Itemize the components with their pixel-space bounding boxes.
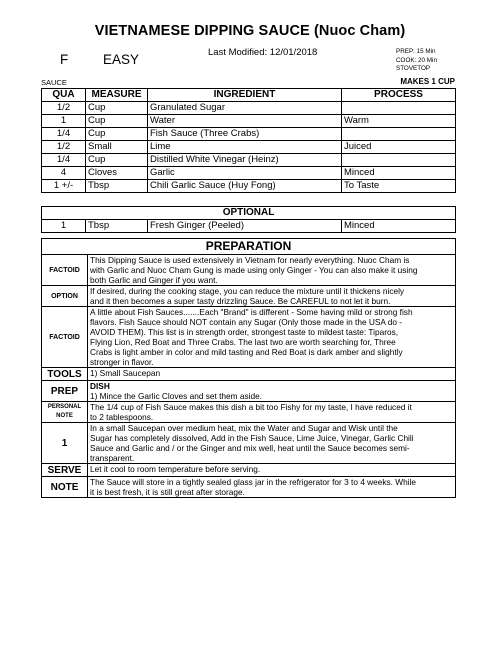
quantity-cell: 1/2 <box>42 102 86 115</box>
text-line: 1) Small Saucepan <box>90 368 161 378</box>
ingredient-cell: Fish Sauce (Three Crabs) <box>148 128 342 141</box>
text-line: Let it cool to room temperature before serving. <box>90 464 261 474</box>
measure-cell: Cup <box>86 102 148 115</box>
measure-cell: Small <box>86 141 148 154</box>
prep-text <box>88 402 456 423</box>
prep-text <box>88 255 456 286</box>
yield-label: MAKES 1 CUP <box>400 77 455 86</box>
ingredient-cell: Distilled White Vinegar (Heinz) <box>148 154 342 167</box>
quantity-cell: 1/4 <box>42 154 86 167</box>
prep-label: PREP <box>42 381 88 402</box>
quantity-cell: 4 <box>42 167 86 180</box>
prep-row <box>42 477 456 498</box>
text-line: DISH <box>90 381 110 391</box>
text-line: flavors. Fish Sauce should NOT contain any Sugar (Only those made in the USA do - <box>90 317 403 327</box>
preparation-heading: PREPARATION <box>42 239 456 255</box>
process-cell: To Taste <box>342 180 456 193</box>
text-line: 1) Mince the Garlic Cloves and set them aside. <box>90 391 263 401</box>
process-cell <box>342 102 456 115</box>
prep-text <box>88 286 456 307</box>
recipe-title: VIETNAMESE DIPPING SAUCE (Nuoc Cham) <box>94 23 406 39</box>
process-cell <box>342 128 456 141</box>
prep-label: PERSONAL NOTE <box>42 402 88 423</box>
process-cell <box>342 154 456 167</box>
ingredient-cell: Fresh Ginger (Peeled) <box>148 220 342 233</box>
table-row <box>42 167 456 180</box>
prep-label: OPTION <box>42 286 88 307</box>
time-info <box>396 48 437 74</box>
prep-label: 1 <box>42 423 88 464</box>
text-line: to 2 tablespoons. <box>90 412 154 422</box>
prep-text <box>88 368 456 381</box>
text-line: and it then becomes a super tasty drizzling Sauce. Be CAREFUL to not let it burn. <box>90 296 391 306</box>
table-row <box>42 128 456 141</box>
quantity-cell: 1 <box>42 220 86 233</box>
ingredient-cell: Granulated Sugar <box>148 102 342 115</box>
process-cell: Juiced <box>342 141 456 154</box>
optional-heading: OPTIONAL <box>42 207 456 220</box>
text-line: If desired, during the cooking stage, you can reduce the mixture until it thickens nicely <box>90 286 405 296</box>
text-line: The 1/4 cup of Fish Sauce makes this dish a bit too Fishy for my taste, I have reduced it <box>90 402 412 412</box>
prep-row <box>42 402 456 423</box>
ingredients-table <box>41 88 456 193</box>
text-line: Sugar has completely dissolved, Add in the Fish Sauce, Lime Juice, Vinegar, Garlic Chili <box>90 433 414 443</box>
table-row <box>42 102 456 115</box>
process-cell: Minced <box>342 220 456 233</box>
text-line: A little about Fish Sauces.......Each "Brand" is different - Some having mild or strong fish <box>90 307 413 317</box>
prep-label: FACTOID <box>42 307 88 368</box>
prep-text <box>88 477 456 498</box>
ingredient-cell: Garlic <box>148 167 342 180</box>
measure-cell: Cloves <box>86 167 148 180</box>
last-modified: Last Modified: 12/01/2018 <box>208 47 318 58</box>
prep-row <box>42 368 456 381</box>
cook-method: STOVETOP <box>396 65 431 72</box>
prep-row <box>42 423 456 464</box>
measure-cell: Cup <box>86 154 148 167</box>
optional-table <box>41 206 456 233</box>
ingredient-cell: Lime <box>148 141 342 154</box>
measure-cell: Tbsp <box>86 220 148 233</box>
category-label: SAUCE <box>41 78 67 87</box>
ingredients-header-row <box>42 89 456 102</box>
preparation-header-row <box>42 239 456 255</box>
col-header-measure: MEASURE <box>86 89 148 102</box>
prep-text <box>88 307 456 368</box>
process-cell: Warm <box>342 115 456 128</box>
prep-row <box>42 255 456 286</box>
prep-row <box>42 307 456 368</box>
quantity-cell: 1/4 <box>42 128 86 141</box>
text-line: Crabs is light amber in color and mild tasting and Red Boat is dark amber and slightly <box>90 347 403 357</box>
prep-label: TOOLS <box>42 368 88 381</box>
quantity-cell: 1 +/- <box>42 180 86 193</box>
measure-cell: Cup <box>86 115 148 128</box>
text-line: with Garlic and Nuoc Cham Gung is made using only Ginger - You can also make it using <box>90 265 418 275</box>
ingredient-cell: Water <box>148 115 342 128</box>
prep-text <box>88 381 456 402</box>
text-line: Sauce and Garlic and / or the Ginger and mix well, heat until the Sauce becomes semi- <box>90 443 410 453</box>
text-line: both Garlic and Ginger if you want. <box>90 275 218 285</box>
table-row <box>42 141 456 154</box>
quantity-cell: 1/2 <box>42 141 86 154</box>
table-row <box>42 180 456 193</box>
table-row <box>42 220 456 233</box>
col-header-process: PROCESS <box>342 89 456 102</box>
prep-label: SERVE <box>42 464 88 477</box>
ingredient-cell: Chili Garlic Sauce (Huy Fong) <box>148 180 342 193</box>
measure-cell: Tbsp <box>86 180 148 193</box>
prep-text <box>88 423 456 464</box>
prep-text <box>88 464 456 477</box>
text-line: The Sauce will store in a tightly sealed glass jar in the refrigerator for 3 to 4 weeks. While <box>90 477 417 487</box>
text-line: Flying Lion, Red Boat and Three Crabs. The last two are worth searching for, Three <box>90 337 396 347</box>
preparation-table <box>41 238 456 498</box>
text-line: it is best fresh, it is still great after storage. <box>90 487 245 497</box>
prep-label: NOTE <box>42 477 88 498</box>
text-line: transparent. <box>90 453 135 463</box>
text-line: AVOID THEM). This list is in strength order, strongest taste to mildest taste: Tiparos, <box>90 327 399 337</box>
text-line: This Dipping Sauce is used extensively in Vietnam for nearly everything. Nuoc Cham is <box>90 255 410 265</box>
col-header-quantity: QUA <box>42 89 86 102</box>
difficulty-label: EASY <box>103 52 140 67</box>
table-row <box>42 115 456 128</box>
col-header-ingredient: INGREDIENT <box>148 89 342 102</box>
quantity-cell: 1 <box>42 115 86 128</box>
rating-label: F <box>60 52 69 67</box>
text-line: In a small Saucepan over medium heat, mix the Water and Sugar and Wisk until the <box>90 423 398 433</box>
process-cell: Minced <box>342 167 456 180</box>
prep-row <box>42 381 456 402</box>
prep-label: FACTOID <box>42 255 88 286</box>
prep-time: PREP: 15 Min <box>396 48 436 55</box>
text-line: stronger in flavor. <box>90 357 154 367</box>
optional-header-row <box>42 207 456 220</box>
cook-time: COOK: 20 Min <box>396 56 437 64</box>
measure-cell: Cup <box>86 128 148 141</box>
prep-row <box>42 286 456 307</box>
prep-row <box>42 464 456 477</box>
table-row <box>42 154 456 167</box>
